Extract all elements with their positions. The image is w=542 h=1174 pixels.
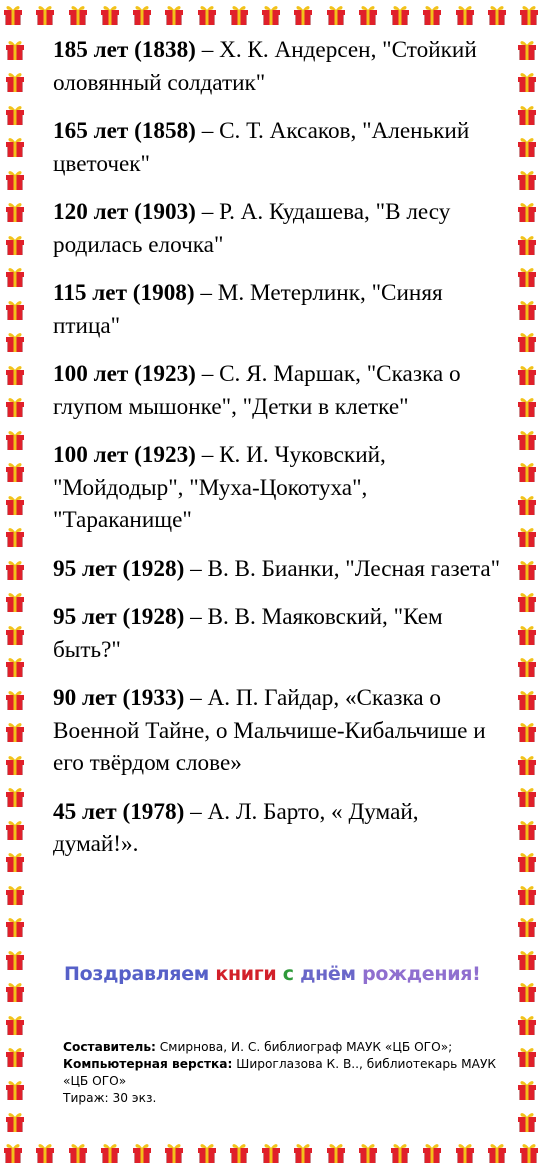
gift-icon xyxy=(164,1142,184,1164)
gift-icon xyxy=(326,1142,346,1164)
gift-icon xyxy=(517,169,537,191)
layout-value: Широглазова К. В.., библиотекарь МАУК «ЦБ ОГО» xyxy=(63,1057,497,1088)
gift-icon xyxy=(455,1142,475,1164)
gift-icon xyxy=(5,559,25,581)
gift-icon xyxy=(5,494,25,516)
gift-icon xyxy=(517,591,537,613)
entry-text: – С. Я. Маршак, "Сказка о глупом мышонке", "Детки в клетке" xyxy=(53,361,461,420)
congrats-word: рождения! xyxy=(362,963,481,985)
gift-icon xyxy=(5,169,25,191)
gift-icon xyxy=(229,1142,249,1164)
border-left xyxy=(0,36,30,1136)
gift-icon xyxy=(517,136,537,158)
gift-icon xyxy=(517,754,537,776)
list-item xyxy=(53,553,503,586)
gift-icon xyxy=(293,1142,313,1164)
gift-icon xyxy=(100,1142,120,1164)
list-item xyxy=(53,601,503,666)
credits-block xyxy=(63,1039,503,1107)
gift-icon xyxy=(5,1111,25,1133)
border-top xyxy=(0,4,542,36)
list-item xyxy=(53,34,503,99)
entry-years: 95 лет (1928) xyxy=(53,555,185,582)
gift-icon xyxy=(68,1142,88,1164)
gift-icon xyxy=(517,949,537,971)
gift-icon xyxy=(517,429,537,451)
gift-icon xyxy=(517,624,537,646)
gift-icon xyxy=(68,4,88,26)
gift-icon xyxy=(5,1046,25,1068)
entry-years: 165 лет (1858) xyxy=(53,118,196,144)
entry-years: 115 лет (1908) xyxy=(53,280,195,306)
anniversary-list xyxy=(53,34,503,877)
gift-icon xyxy=(517,396,537,418)
congrats-word: книги xyxy=(215,963,277,985)
gift-icon xyxy=(517,71,537,93)
gift-icon xyxy=(358,4,378,26)
layout-line xyxy=(63,1056,503,1090)
gift-icon xyxy=(5,136,25,158)
gift-icon xyxy=(5,201,25,223)
entry-text: – А. П. Гайдар, «Сказка о Военной Тайне, о Мальчише-Кибальчише и его твёрдом слове» xyxy=(53,685,486,776)
gift-icon xyxy=(5,916,25,938)
entry-years: 100 лет (1923) xyxy=(53,442,196,468)
gift-icon xyxy=(132,1142,152,1164)
gift-icon xyxy=(517,104,537,126)
gift-icon xyxy=(517,39,537,61)
print-run: Тираж: 30 экз. xyxy=(63,1091,157,1105)
gift-icon xyxy=(326,4,346,26)
gift-icon xyxy=(197,4,217,26)
gift-icon xyxy=(5,526,25,548)
entry-text: – К. И. Чуковский, "Мойдодыр", "Муха-Цокотуха", "Тараканище" xyxy=(53,442,386,533)
gift-icon xyxy=(517,494,537,516)
border-right xyxy=(512,36,542,1136)
gift-icon xyxy=(487,4,507,26)
list-item xyxy=(53,682,503,780)
gift-icon xyxy=(35,1142,55,1164)
compiler-value: Смирнова, И. С. библиограф МАУК «ЦБ ОГО»; xyxy=(155,1040,453,1054)
entry-text: – Р. А. Кудашева, "В лесу родилась елочка" xyxy=(53,199,451,258)
list-item xyxy=(53,358,503,423)
gift-icon xyxy=(517,884,537,906)
gift-icon xyxy=(517,266,537,288)
gift-icon xyxy=(197,1142,217,1164)
gift-icon xyxy=(164,4,184,26)
gift-icon xyxy=(5,591,25,613)
gift-icon xyxy=(5,429,25,451)
entry-years: 45 лет (1978) xyxy=(53,798,185,825)
list-item xyxy=(53,796,503,861)
gift-icon xyxy=(5,39,25,61)
gift-icon xyxy=(422,1142,442,1164)
gift-icon xyxy=(5,721,25,743)
gift-icon xyxy=(5,104,25,126)
entry-text: – С. Т. Аксаков, "Аленький цветочек" xyxy=(53,118,470,177)
gift-icon xyxy=(5,754,25,776)
gift-icon xyxy=(5,1079,25,1101)
gift-icon xyxy=(3,1142,23,1164)
gift-icon xyxy=(5,266,25,288)
gift-icon xyxy=(5,364,25,386)
entry-years: 90 лет (1933) xyxy=(53,685,185,711)
gift-icon xyxy=(517,981,537,1003)
layout-label: Компьютерная верстка: xyxy=(63,1057,233,1071)
gift-icon xyxy=(390,1142,410,1164)
gift-icon xyxy=(517,721,537,743)
gift-icon xyxy=(517,689,537,711)
entry-text: – М. Метерлинк, "Синяя птица" xyxy=(53,280,443,339)
gift-icon xyxy=(5,331,25,353)
list-item xyxy=(53,439,503,537)
gift-icon xyxy=(35,4,55,26)
gift-icon xyxy=(5,981,25,1003)
gift-icon xyxy=(517,1079,537,1101)
gift-icon xyxy=(5,234,25,256)
gift-icon xyxy=(517,526,537,548)
gift-icon xyxy=(5,1014,25,1036)
gift-icon xyxy=(3,4,23,26)
border-bottom xyxy=(0,1142,542,1174)
gift-icon xyxy=(422,4,442,26)
gift-icon xyxy=(390,4,410,26)
gift-icon xyxy=(5,656,25,678)
entry-years: 100 лет (1923) xyxy=(53,361,196,387)
gift-icon xyxy=(519,1142,539,1164)
gift-icon xyxy=(517,1046,537,1068)
gift-icon xyxy=(5,299,25,321)
entry-text: – А. Л. Барто, « Думай, думай!». xyxy=(53,798,419,857)
list-item xyxy=(53,196,503,261)
gift-icon xyxy=(517,364,537,386)
gift-icon xyxy=(5,851,25,873)
gift-icon xyxy=(487,1142,507,1164)
gift-icon xyxy=(517,299,537,321)
gift-icon xyxy=(5,689,25,711)
gift-icon xyxy=(517,331,537,353)
gift-icon xyxy=(517,786,537,808)
gift-icon xyxy=(261,1142,281,1164)
compiler-line xyxy=(63,1039,503,1056)
gift-icon xyxy=(5,819,25,841)
congratulation-banner xyxy=(64,963,494,985)
gift-icon xyxy=(517,851,537,873)
congrats-word: Поздравляем xyxy=(64,963,210,985)
gift-icon xyxy=(5,624,25,646)
gift-icon xyxy=(5,396,25,418)
gift-icon xyxy=(517,819,537,841)
gift-icon xyxy=(132,4,152,26)
gift-icon xyxy=(293,4,313,26)
congrats-word: днём xyxy=(300,963,356,985)
gift-icon xyxy=(5,461,25,483)
gift-icon xyxy=(517,656,537,678)
gift-icon xyxy=(517,201,537,223)
gift-icon xyxy=(5,71,25,93)
gift-icon xyxy=(517,916,537,938)
gift-icon xyxy=(517,559,537,581)
list-item xyxy=(53,115,503,180)
entry-text: – В. В. Маяковский, "Кем быть?" xyxy=(53,604,443,663)
gift-icon xyxy=(517,234,537,256)
congrats-word: с xyxy=(282,963,294,985)
gift-icon xyxy=(358,1142,378,1164)
gift-icon xyxy=(517,1111,537,1133)
compiler-label: Составитель: xyxy=(63,1040,156,1054)
entry-years: 120 лет (1903) xyxy=(53,199,196,225)
gift-icon xyxy=(5,884,25,906)
list-item xyxy=(53,277,503,342)
gift-icon xyxy=(261,4,281,26)
gift-icon xyxy=(519,4,539,26)
gift-icon xyxy=(455,4,475,26)
entry-years: 185 лет (1838) xyxy=(53,37,196,63)
gift-icon xyxy=(517,1014,537,1036)
entry-text: – Х. К. Андерсен, "Стойкий оловянный солдатик" xyxy=(53,37,477,96)
gift-icon xyxy=(5,786,25,808)
gift-icon xyxy=(100,4,120,26)
entry-text: – В. В. Бианки, "Лесная газета" xyxy=(184,555,501,582)
gift-icon xyxy=(229,4,249,26)
entry-years: 95 лет (1928) xyxy=(53,604,185,630)
gift-icon xyxy=(5,949,25,971)
gift-icon xyxy=(517,461,537,483)
